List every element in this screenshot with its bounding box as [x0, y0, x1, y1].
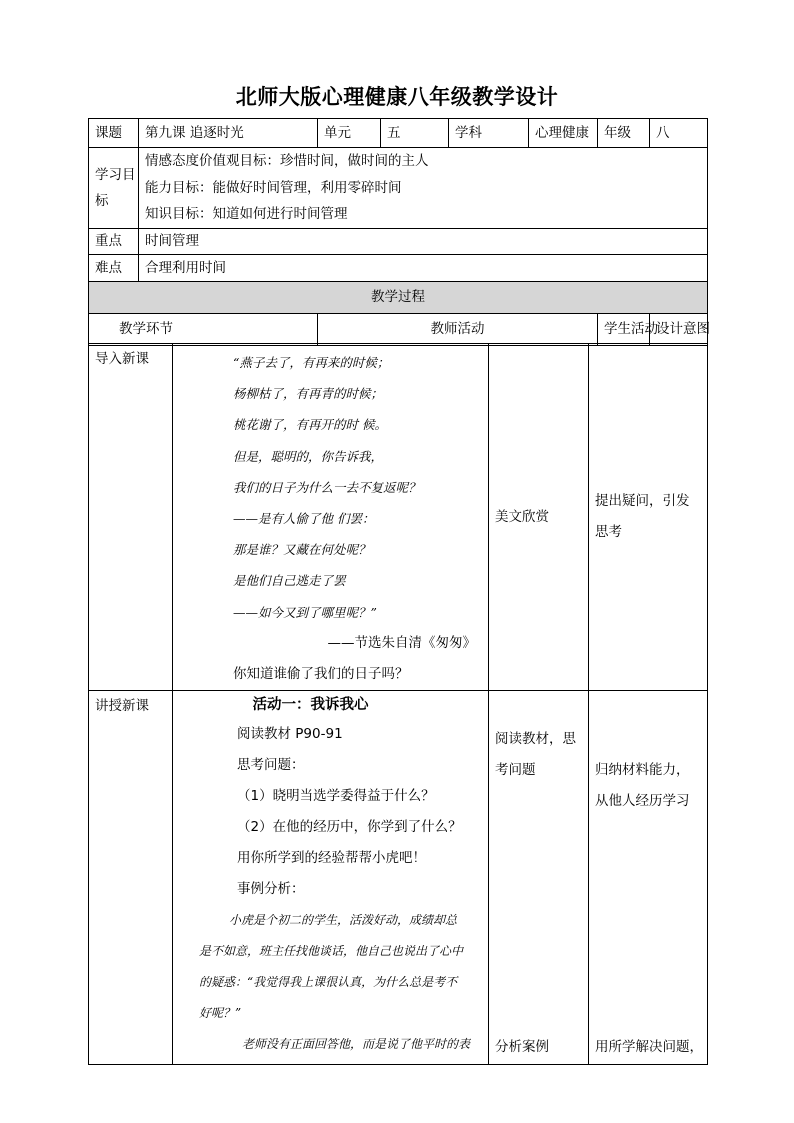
lecture-student-2: 分析案例 [495, 1039, 549, 1056]
case-line: 好呢？” [199, 1006, 242, 1021]
poem-line: ——如今又到了哪里呢？” [233, 604, 377, 620]
difficulty-label: 难点 [89, 254, 139, 281]
column-header-intent: 设计意图 [650, 313, 708, 345]
lecture-question: （1）晓明当选学委得益于什么？ [237, 788, 435, 805]
lecture-intent-2: 用所学解决问题， [595, 1039, 703, 1056]
poem-line: 杨柳枯了，有再青的时候； [233, 386, 384, 402]
topic-label: 课题 [89, 119, 139, 148]
lead-in-intent: 提出疑问，引发思考 [589, 344, 708, 691]
key-point-label: 重点 [89, 228, 139, 254]
lead-in-student: 美文欣赏 [489, 344, 589, 691]
poem-source: ——节选朱自清《匆匆》 [327, 634, 476, 651]
case-line: 老师没有正面回答他，而是说了他平时的表 [242, 1037, 471, 1052]
case-line: 是不如意，班主任找他谈话，他自己也说出了心中 [199, 944, 464, 959]
process-header: 教学过程 [89, 281, 708, 313]
unit-label: 单元 [318, 119, 381, 148]
difficulty-value: 合理利用时间 [139, 254, 708, 281]
difficulty-row [89, 254, 708, 281]
process-table [88, 343, 708, 1065]
lecture-student-1: 阅读教材，思考问题 [495, 731, 576, 779]
lead-in-question: 你知道谁偷了我们的日子吗？ [233, 665, 409, 682]
column-header-student: 学生活动 [598, 313, 650, 345]
activity-title: 活动一：我诉我心 [252, 697, 369, 714]
column-header-row [89, 313, 708, 345]
subject-value: 心理健康 [529, 119, 598, 148]
poem-line: ——是有人偷了他 们罢： [233, 510, 375, 526]
objective-item: 知识目标：知道如何进行时间管理 [145, 206, 348, 222]
topic-value: 第九课 追逐时光 [139, 119, 318, 148]
grade-label: 年级 [598, 119, 650, 148]
lecture-line: 事例分析： [237, 881, 305, 898]
poem-line: “燕子去了，有再来的时候； [233, 355, 390, 370]
lead-in-stage: 导入新课 [89, 344, 173, 691]
lecture-teacher [173, 691, 489, 1065]
unit-value: 五 [381, 119, 449, 148]
lecture-row [89, 691, 708, 1065]
poem-line: 我们的日子为什么一去不复返呢？ [233, 479, 421, 495]
poem-line: 是他们自己逃走了罢 [233, 573, 346, 589]
lesson-plan-table [88, 118, 708, 346]
process-header-row [89, 281, 708, 313]
lecture-student [489, 691, 589, 1065]
lecture-line: 阅读教材 P90-91 [237, 726, 343, 743]
grade-value: 八 [650, 119, 708, 148]
poem-line: 桃花谢了，有再开的时 候。 [233, 417, 387, 433]
objectives-row [89, 148, 708, 229]
info-row [89, 119, 708, 148]
column-header-teacher: 教师活动 [318, 313, 598, 345]
poem-line: 但是，聪明的，你告诉我， [233, 448, 384, 464]
poem-line: 那是谁？又藏在何处呢？ [233, 542, 371, 558]
lecture-intent-1: 归纳材料能力，从他人经历学习 [595, 762, 690, 810]
lecture-line: 用你所学到的经验帮帮小虎吧！ [237, 850, 426, 867]
lecture-line: 思考问题： [237, 757, 305, 774]
lecture-stage: 讲授新课 [89, 691, 173, 1065]
objective-item: 情感态度价值观目标：珍惜时间，做时间的主人 [145, 153, 429, 169]
objective-item: 能力目标：能做好时间管理，利用零碎时间 [145, 179, 402, 196]
key-point-row [89, 228, 708, 254]
case-line: 小虎是个初二的学生，活泼好动，成绩却总 [229, 913, 458, 928]
lecture-question: （2）在他的经历中，你学到了什么？ [237, 819, 462, 836]
objectives-label: 学习目标 [89, 148, 139, 229]
case-line: 的疑惑：“我觉得我上课很认真，为什么总是考不 [199, 975, 458, 990]
key-point-value: 时间管理 [139, 228, 708, 254]
subject-label: 学科 [449, 119, 529, 148]
column-header-stage: 教学环节 [89, 313, 318, 345]
lead-in-row [89, 344, 708, 691]
page-title: 北师大版心理健康八年级教学设计 [235, 85, 559, 109]
lecture-intent [589, 691, 708, 1065]
lead-in-teacher [173, 344, 489, 691]
objectives-list [139, 148, 708, 229]
